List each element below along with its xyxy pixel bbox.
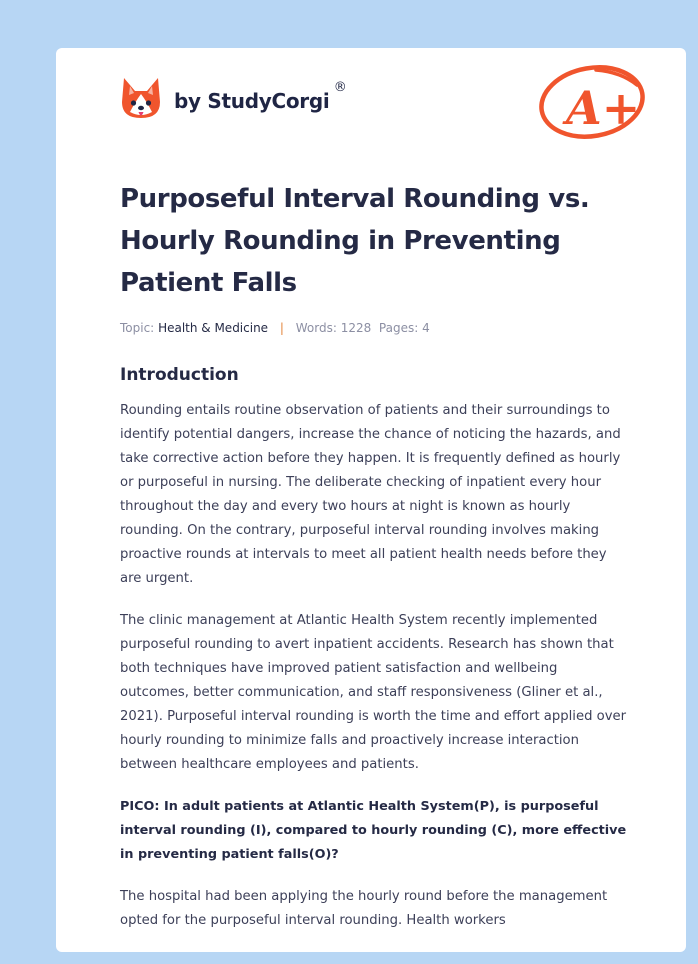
grade-text: A+ — [566, 81, 641, 135]
meta-separator: | — [279, 321, 284, 335]
a-plus-stamp-icon — [536, 58, 650, 146]
paragraph: The hospital had been applying the hourly round before the management opted for the purposeful interval rounding. Health workers — [120, 889, 608, 928]
studycorgi-logo[interactable] — [120, 74, 347, 124]
article-meta — [120, 320, 630, 336]
paragraph: The clinic management at Atlantic Health System recently implemented purposeful rounding to avert inpatient accidents. Research has shown that both techniques have improved patient satisfaction and wellbeing outcomes, better communication, and staff responsiveness (Gliner et al., 2021). Purposeful interval rounding is worth the time and effort applied over hourly rounding to minimize falls and proactively increase interaction between healthcare employees and patients. — [120, 613, 627, 772]
pico-question: PICO: In adult patients at Atlantic Health System(P), is purposeful interval rounding (I), compared to hourly rounding (C), more effective in preventing patient falls(O)? — [120, 799, 627, 862]
registered-mark: ® — [333, 80, 347, 95]
corgi-icon — [120, 76, 162, 122]
topic-link[interactable]: Health & Medicine — [158, 321, 269, 335]
brand-name: by StudyCorgi ® — [174, 80, 347, 113]
word-count: Words: 1228 — [295, 321, 372, 335]
section-heading: Introduction — [120, 365, 239, 385]
document-page — [56, 48, 686, 952]
paragraph: Rounding entails routine observation of patients and their surroundings to identify potential dangers, increase the chance of noticing the hazards, and take corrective action before they happen. It is frequently defined as hourly or purposeful in nursing. The deliberate checking of inpatient every hour throughout the day and every two hours at night is known as hourly rounding. On the contrary, purposeful interval rounding involves making proactive rounds at intervals to meet all patient health needs before they are urgent. — [120, 403, 621, 586]
article-title: Purposeful Interval Rounding vs. Hourly Rounding in Preventing Patient Falls — [120, 184, 590, 298]
topic-label: Topic: — [120, 321, 155, 335]
page-count: Pages: 4 — [378, 321, 430, 335]
article — [120, 178, 630, 933]
